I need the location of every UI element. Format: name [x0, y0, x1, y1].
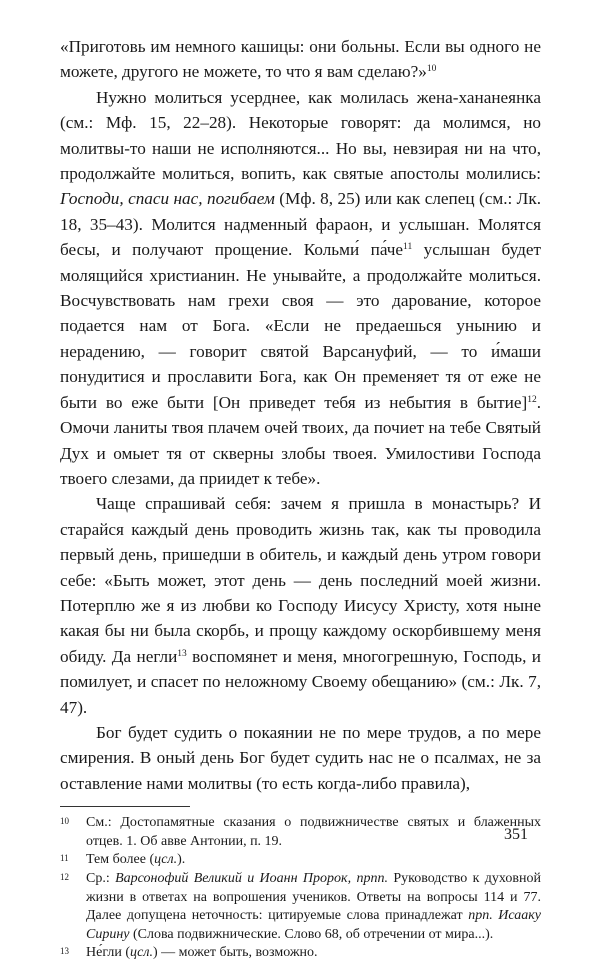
footnote-text: Тем более (: [86, 852, 155, 868]
footnote-ref-12: 12: [527, 394, 537, 405]
paragraph-text: Нужно молиться усерднее, как молилась жена-хананеянка (см.: Мф. 15, 22–28). Некоторые говорят: да молимся, но молитвы-то наши не исполняются... Но вы, невзирая ни на что, продолжайте молиться, вопить, как святые апостолы молились:: [60, 87, 541, 184]
footnote-italic: цсл.: [154, 852, 178, 868]
italic-quote: Господи, спаси нас, погибаем: [60, 189, 275, 209]
paragraph-text: Чаще спрашивай себя: зачем я пришла в монастырь? И старайся каждый день проводить жизнь так, как ты проводила первый день, пришедши в обитель, и каждый день утром говори себе: «Быть может, этот день — день последний моей жизни. Потерплю же я из любви ко Господу Иисусу Христу, хотя ныне какая бы ни была скорбь, и прощу каждому оскорбившему меня обиду. Да негли: [60, 494, 541, 666]
footnote-11: [60, 851, 541, 870]
footnote-ref-13: 13: [177, 648, 187, 659]
paragraph-text: «Приготовь им немного кашицы: они больны. Если вы одного не можете, другого не можете, то что я вам сделаю?»: [60, 37, 541, 82]
footnote-divider: [60, 806, 190, 807]
footnote-number: 10: [60, 816, 69, 827]
footnote-ref-10: 10: [426, 64, 437, 75]
footnote-italic: цсл.: [130, 945, 153, 961]
footnote-text: Ср.:: [86, 870, 116, 886]
paragraph-text: (Мф. 8, 25) или как слепец (см.: Лк. 18, 35–43). Молится надменный фараон, и услышан. Молятся бесы, и получают прощение. Кольми́ па́че: [60, 189, 541, 260]
footnote-text: ) — может быть, возможно.: [153, 945, 318, 961]
footnote-text: См.: Достопамятные сказания о подвижничестве святых и блаженных отцев. 1. Об авве Антонии, п. 19.: [86, 815, 541, 849]
paragraph-2: [60, 85, 541, 492]
footnote-italic: прп. Исааку Сирину: [86, 908, 541, 942]
footnote-text: Руководство к духовной жизни в ответах на вопрошения учеников. Ответы на вопросы 114 и 77. Далее допущена неточность: цитируемые слова принадлежат: [86, 870, 541, 924]
paragraph-text: услышан будет молящийся христианин. Не унывайте, а продолжайте молиться. Восчувствовать нам грехи своя — это дарование, которое подается нам от Бога. «Если не предаешься унынию и нерадению, — говорит святой Варсануфий, — то и́маши понудитися и прославити Бога, как Он пременяет тя от еже не быти во еже быти [Он приведет тебя из небытия в бытие]: [60, 240, 541, 412]
paragraph-text: . Омочи ланиты твоя плачем очей твоих, да почиет на тебе Святый Дух и омыет тя от скверны злобы твоея. Умилостиви Господа твоего слезами, да приидет к тебе».: [60, 392, 541, 488]
footnote-12: [60, 870, 541, 944]
paragraph-4: [60, 720, 541, 796]
footnote-10: [60, 814, 541, 851]
paragraph-1: [60, 34, 541, 85]
paragraph-text: воспомянет и меня, многогрешную, Господь, и помилует, и спасет по неложному Своему обещанию» (см.: Лк. 7, 47).: [60, 646, 541, 717]
paragraph-text: Бог будет судить о покаянии не по мере трудов, а по мере смирения. В оный день Бог будет судить нас не о псалмах, не за оставление нами молитвы (то есть когда-либо правила),: [60, 722, 541, 793]
footnote-number: 11: [60, 853, 69, 864]
footnote-italic: Варсонофий Великий и Иоанн Пророк, прпп.: [115, 870, 388, 886]
footnote-text: Не́гли (: [86, 945, 130, 961]
main-text: [60, 34, 541, 796]
footnote-number: 13: [60, 946, 69, 957]
footnote-text: ).: [177, 852, 186, 868]
footnotes: [60, 814, 541, 963]
footnote-text: (Слова подвижнические. Слово 68, об отречении от мира...).: [129, 926, 494, 942]
paragraph-3: [60, 491, 541, 720]
footnote-ref-11: 11: [403, 242, 413, 253]
page-number: 351: [504, 826, 528, 843]
footnote-number: 12: [60, 871, 69, 882]
footnote-13: [60, 944, 541, 963]
book-page: [60, 34, 541, 963]
